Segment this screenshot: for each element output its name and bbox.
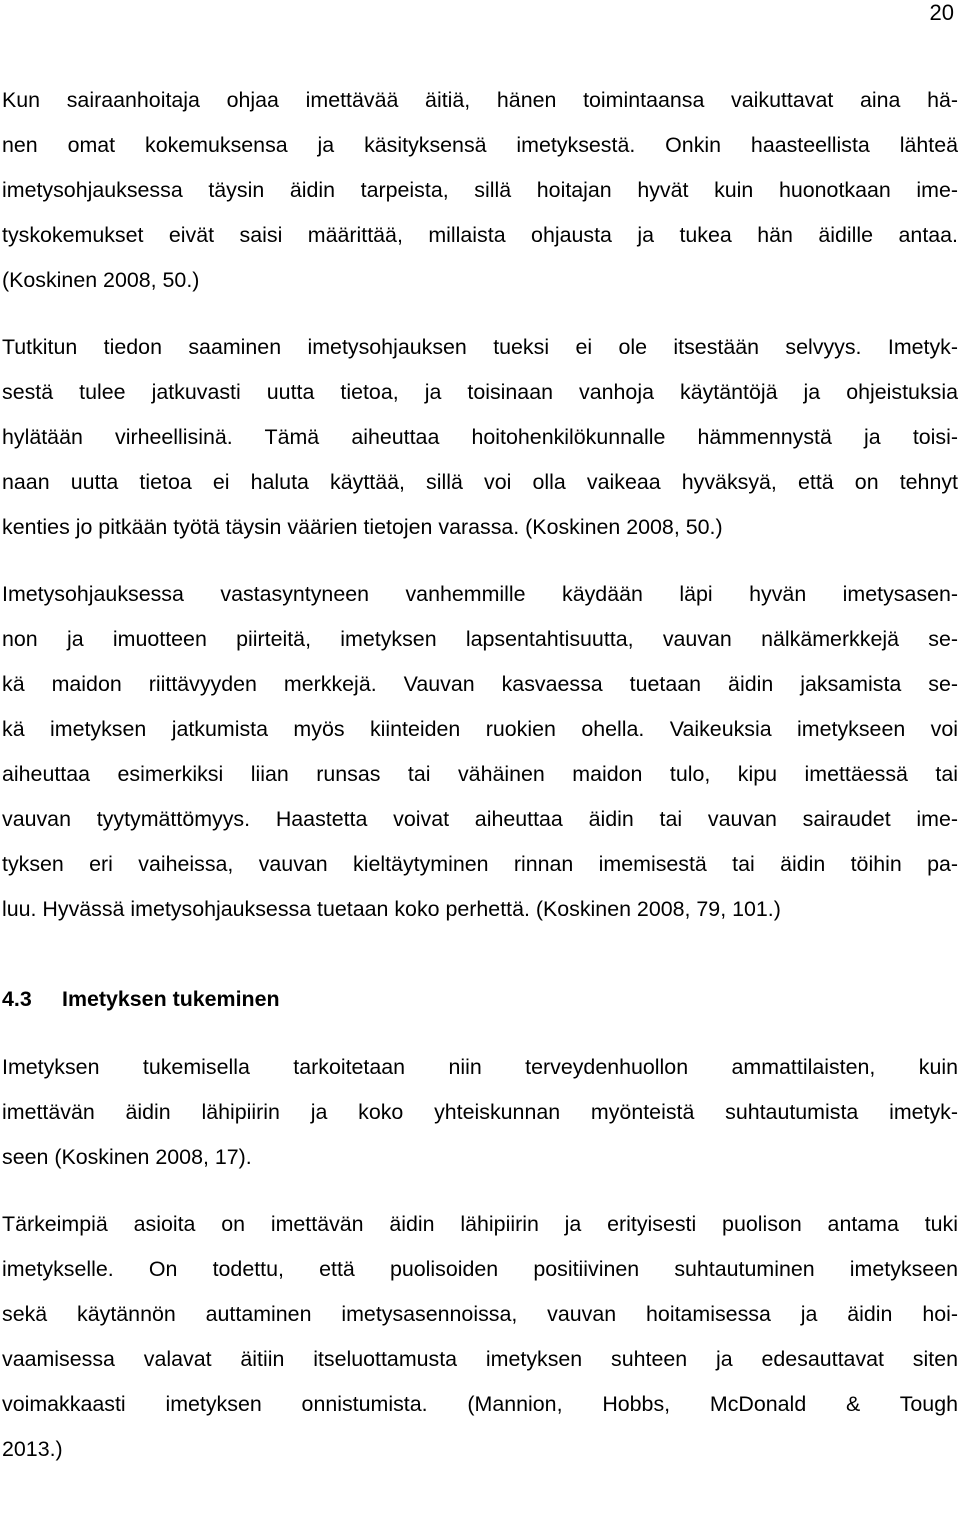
paragraph	[2, 325, 958, 550]
text-line: 2013.)	[2, 1437, 63, 1461]
text-line: sekä käytännön auttaminen imetysasennoissa, vauvan hoitamisessa ja äidin hoi-	[2, 1302, 958, 1326]
text-line: kä imetyksen jatkumista myös kiinteiden ruokien ohella. Vaikeuksia imetykseen voi	[2, 717, 958, 741]
text-line: vaamisessa valavat äitiin itseluottamusta imetyksen suhteen ja edesauttavat siten	[2, 1347, 958, 1371]
page-number: 20	[929, 0, 954, 25]
text-line: kenties jo pitkään työtä täysin väärien tietojen varassa. (Koskinen 2008, 50.)	[2, 515, 723, 539]
text-line: Imetyksen tukemisella tarkoitetaan niin terveydenhuollon ammattilaisten, kuin	[2, 1055, 958, 1079]
text-line: nen omat kokemuksensa ja käsityksensä imetyksestä. Onkin haasteellista lähteä	[2, 133, 958, 157]
paragraph	[2, 78, 958, 303]
text-line: kä maidon riittävyyden merkkejä. Vauvan kasvaessa tuetaan äidin jaksamista se-	[2, 672, 958, 696]
text-line: naan uutta tietoa ei haluta käyttää, sillä voi olla vaikeaa hyväksyä, että on tehnyt	[2, 470, 958, 494]
text-line: Tutkitun tiedon saaminen imetysohjauksen tueksi ei ole itsestään selvyys. Imetyk-	[2, 335, 958, 359]
text-line: imetysohjauksessa täysin äidin tarpeista, sillä hoitajan hyvät kuin huonotkaan ime-	[2, 178, 958, 202]
text-line: imetykselle. On todettu, että puolisoiden positiivinen suhtautuminen imetykseen	[2, 1257, 958, 1281]
text-line: vauvan tyytymättömyys. Haastetta voivat aiheuttaa äidin tai vauvan sairaudet ime-	[2, 807, 958, 831]
section-number: 4.3	[2, 987, 32, 1011]
text-line: hylätään virheellisinä. Tämä aiheuttaa hoitohenkilökunnalle hämmennystä ja toisi-	[2, 425, 958, 449]
text-line: non ja imuotteen piirteitä, imetyksen lapsentahtisuutta, vauvan nälkämerkkejä se-	[2, 627, 958, 651]
text-line: Kun sairaanhoitaja ohjaa imettävää äitiä, hänen toimintaansa vaikuttavat aina hä-	[2, 88, 958, 112]
text-line: Tärkeimpiä asioita on imettävän äidin lähipiirin ja erityisesti puolison antama tuki	[2, 1212, 958, 1236]
text-line: seen (Koskinen 2008, 17).	[2, 1145, 252, 1169]
text-line: tyksen eri vaiheissa, vauvan kieltäytyminen rinnan imemisestä tai äidin töihin pa-	[2, 852, 958, 876]
text-line: imettävän äidin lähipiirin ja koko yhteiskunnan myönteistä suhtautumista imetyk-	[2, 1100, 958, 1124]
document-body	[2, 78, 958, 1472]
text-line: (Koskinen 2008, 50.)	[2, 268, 200, 292]
paragraph	[2, 572, 958, 932]
section-heading	[2, 977, 958, 1022]
text-line: sestä tulee jatkuvasti uutta tietoa, ja toisinaan vanhoja käytäntöjä ja ohjeistuksia	[2, 380, 958, 404]
text-line: tyskokemukset eivät saisi määrittää, millaista ohjausta ja tukea hän äidille antaa.	[2, 223, 958, 247]
text-line: Imetysohjauksessa vastasyntyneen vanhemmille käydään läpi hyvän imetysasen-	[2, 582, 958, 606]
text-line: voimakkaasti imetyksen onnistumista. (Mannion, Hobbs, McDonald & Tough	[2, 1392, 958, 1416]
paragraph	[2, 1045, 958, 1180]
paragraph	[2, 1202, 958, 1472]
text-line: luu. Hyvässä imetysohjauksessa tuetaan koko perhettä. (Koskinen 2008, 79, 101.)	[2, 897, 781, 921]
text-line: aiheuttaa esimerkiksi liian runsas tai vähäinen maidon tulo, kipu imettäessä tai	[2, 762, 958, 786]
section-title: Imetyksen tukeminen	[62, 987, 280, 1011]
